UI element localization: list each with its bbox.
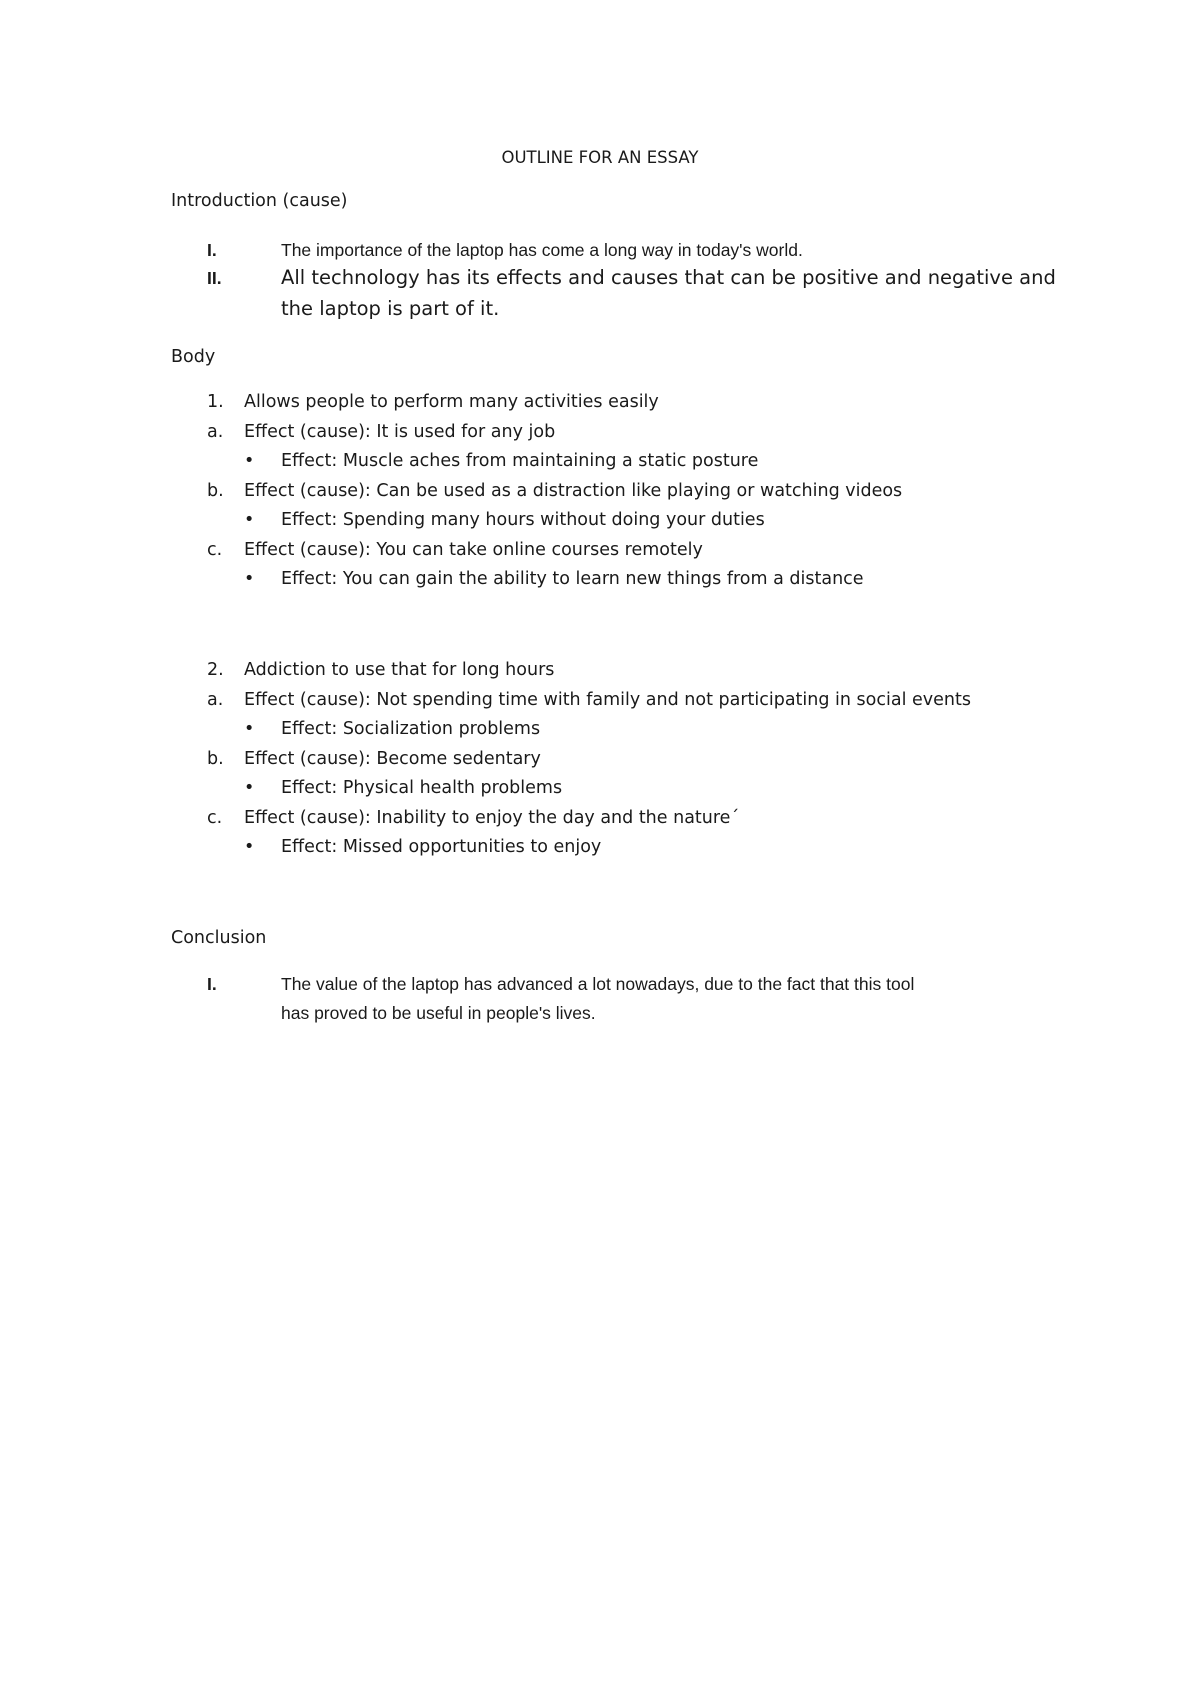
cause-text: Inability to enjoy the day and the nature´ xyxy=(370,808,740,828)
body-heading: Body xyxy=(171,347,216,367)
cause-text: Can be used as a distraction like playing or watching videos xyxy=(370,481,903,501)
introduction-heading: Introduction (cause) xyxy=(171,191,348,211)
cause-text: Become sedentary xyxy=(370,749,541,769)
bullet-icon: • xyxy=(244,569,255,589)
body-1a-effect xyxy=(281,449,758,473)
body-2a-marker: a. xyxy=(207,690,224,710)
conclusion-item-1-line-1: The value of the laptop has advanced a lot nowadays, due to the fact that this tool xyxy=(281,974,915,994)
cause-text: It is used for any job xyxy=(370,422,556,442)
cause-label: Effect (cause): xyxy=(244,690,371,710)
body-2b-marker: b. xyxy=(207,749,224,769)
effect-text: Physical health problems xyxy=(337,778,563,798)
cause-text: Not spending time with family and not participating in social events xyxy=(370,690,971,710)
document-title: OUTLINE FOR AN ESSAY xyxy=(501,148,699,167)
intro-item-2-marker: II. xyxy=(207,268,222,288)
effect-text: Socialization problems xyxy=(337,719,541,739)
body-1c-effect xyxy=(281,567,864,591)
cause-label: Effect (cause): xyxy=(244,749,371,769)
bullet-icon: • xyxy=(244,451,255,471)
body-1a-marker: a. xyxy=(207,422,224,442)
body-1b-effect xyxy=(281,508,765,532)
bullet-icon: • xyxy=(244,778,255,798)
effect-label: Effect: xyxy=(281,778,338,798)
body-2c-effect xyxy=(281,835,601,859)
intro-item-1-marker: I. xyxy=(207,240,217,260)
conclusion-item-1-marker: I. xyxy=(207,974,217,994)
effect-label: Effect: xyxy=(281,569,338,589)
effect-text: Spending many hours without doing your duties xyxy=(337,510,765,530)
body-2c-cause xyxy=(244,806,739,830)
body-2c-marker: c. xyxy=(207,808,223,828)
body-2a-effect xyxy=(281,717,540,741)
body-1a-cause xyxy=(244,420,555,444)
body-1b-marker: b. xyxy=(207,481,224,501)
effect-text: Missed opportunities to enjoy xyxy=(337,837,602,857)
cause-text: You can take online courses remotely xyxy=(370,540,703,560)
cause-label: Effect (cause): xyxy=(244,808,371,828)
bullet-icon: • xyxy=(244,510,255,530)
effect-text: You can gain the ability to learn new things from a distance xyxy=(337,569,864,589)
bullet-icon: • xyxy=(244,719,255,739)
cause-label: Effect (cause): xyxy=(244,481,371,501)
effect-label: Effect: xyxy=(281,719,338,739)
body-1c-marker: c. xyxy=(207,540,223,560)
body-2b-cause xyxy=(244,747,541,771)
effect-label: Effect: xyxy=(281,837,338,857)
bullet-icon: • xyxy=(244,837,255,857)
cause-label: Effect (cause): xyxy=(244,540,371,560)
effect-text: Muscle aches from maintaining a static posture xyxy=(337,451,759,471)
conclusion-item-1-line-2: has proved to be useful in people's lives. xyxy=(281,1003,596,1023)
body-section-2-text: Addiction to use that for long hours xyxy=(244,660,555,680)
conclusion-heading: Conclusion xyxy=(171,928,267,948)
cause-label: Effect (cause): xyxy=(244,422,371,442)
body-1b-cause xyxy=(244,479,902,503)
effect-label: Effect: xyxy=(281,451,338,471)
body-section-2-marker: 2. xyxy=(207,660,224,680)
body-section-1-text: Allows people to perform many activities easily xyxy=(244,392,659,412)
intro-item-1-text: The importance of the laptop has come a long way in today's world. xyxy=(281,240,803,260)
body-2b-effect xyxy=(281,776,562,800)
effect-label: Effect: xyxy=(281,510,338,530)
intro-item-2-line-1: All technology has its effects and causes that can be positive and negative and xyxy=(281,266,1056,289)
body-2a-cause xyxy=(244,688,971,712)
body-1c-cause xyxy=(244,538,703,562)
body-section-1-marker: 1. xyxy=(207,392,224,412)
intro-item-2-line-2: the laptop is part of it. xyxy=(281,297,500,320)
